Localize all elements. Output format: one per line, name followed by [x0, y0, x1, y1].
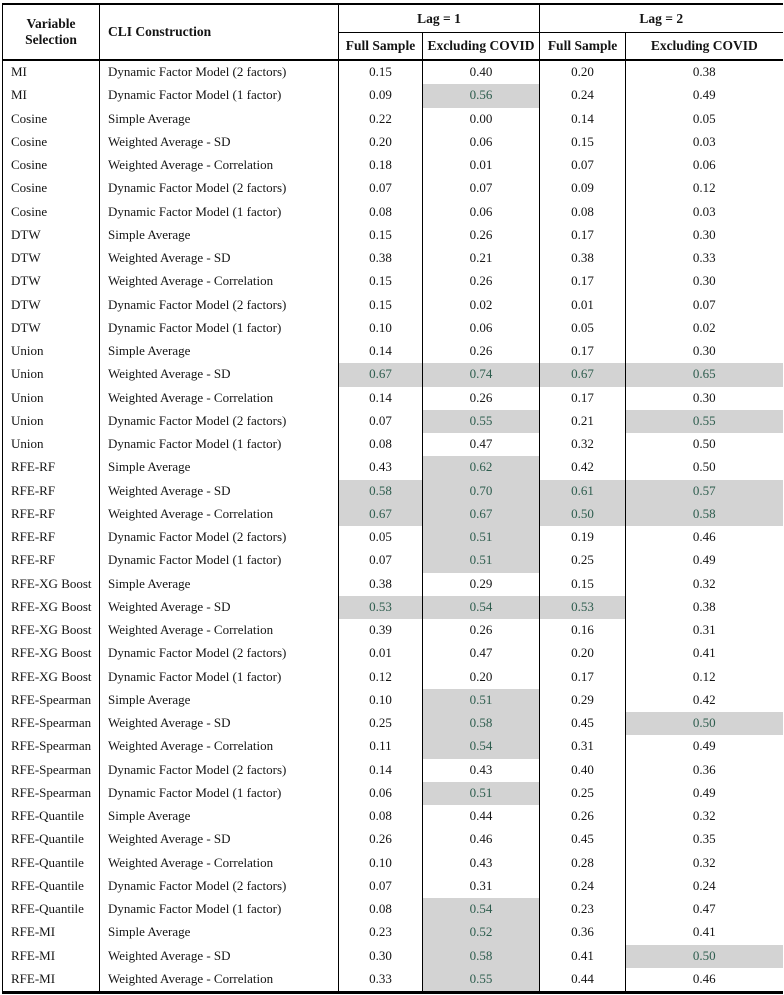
cli-construction-cell: Dynamic Factor Model (1 factor) [100, 84, 339, 107]
value-cell: 0.01 [339, 642, 423, 665]
value-cell: 0.46 [692, 529, 716, 545]
value-cell: 0.26 [423, 340, 540, 363]
variable-selection-cell: RFE-Spearman [3, 735, 100, 758]
table-row [3, 945, 783, 968]
value-cell: 0.20 [540, 642, 626, 665]
variable-selection-cell: Union [3, 387, 100, 410]
cli-construction-cell: Simple Average [100, 573, 339, 596]
cli-construction-cell: Dynamic Factor Model (2 factors) [100, 177, 339, 200]
header-excluding-covid-lag2: Excluding COVID [626, 33, 783, 61]
value-cell: 0.49 [692, 738, 716, 754]
value-cell: 0.08 [339, 898, 423, 921]
variable-selection-cell: DTW [3, 317, 100, 340]
cli-construction-cell: Simple Average [100, 689, 339, 712]
value-cell: 0.08 [339, 805, 423, 828]
value-cell: 0.15 [339, 224, 423, 247]
value-cell: 0.05 [540, 317, 626, 340]
value-cell-highlighted: 0.65 [626, 363, 783, 386]
value-cell: 0.23 [339, 921, 423, 944]
value-cell: 0.30 [692, 343, 716, 359]
table-row [3, 782, 783, 805]
value-cell: 0.18 [339, 154, 423, 177]
table-row [3, 921, 783, 944]
table-row [3, 84, 783, 107]
variable-selection-cell: Union [3, 410, 100, 433]
value-cell-highlighted: 0.56 [423, 84, 540, 107]
value-cell: 0.24 [540, 875, 626, 898]
table-row [3, 642, 783, 665]
value-cell: 0.26 [540, 805, 626, 828]
table-row [3, 712, 783, 735]
cli-construction-cell: Dynamic Factor Model (1 factor) [100, 201, 339, 224]
value-cell: 0.20 [540, 60, 626, 84]
value-cell-highlighted: 0.50 [626, 945, 783, 968]
value-cell: 0.06 [423, 201, 540, 224]
table-row [3, 317, 783, 340]
value-cell: 0.49 [692, 784, 716, 800]
value-cell: 0.30 [692, 226, 716, 242]
cli-construction-cell: Weighted Average - Correlation [100, 735, 339, 758]
value-cell: 0.12 [692, 668, 716, 684]
results-table [2, 3, 783, 994]
value-cell: 0.10 [339, 317, 423, 340]
variable-selection-cell: RFE-Spearman [3, 712, 100, 735]
value-cell: 0.19 [540, 526, 626, 549]
value-cell: 0.45 [540, 712, 626, 735]
variable-selection-cell: RFE-RF [3, 526, 100, 549]
table-row [3, 340, 783, 363]
cli-construction-cell: Dynamic Factor Model (2 factors) [100, 410, 339, 433]
table-row [3, 154, 783, 177]
value-cell-highlighted: 0.58 [626, 503, 783, 526]
variable-selection-cell: MI [3, 60, 100, 84]
table-row [3, 596, 783, 619]
value-cell: 0.08 [339, 433, 423, 456]
value-cell: 0.07 [540, 154, 626, 177]
value-cell: 0.11 [339, 735, 423, 758]
value-cell: 0.46 [423, 828, 540, 851]
value-cell: 0.41 [692, 645, 716, 661]
variable-selection-cell: Cosine [3, 108, 100, 131]
value-cell: 0.29 [540, 689, 626, 712]
variable-selection-cell: RFE-XG Boost [3, 666, 100, 689]
value-cell-highlighted: 0.54 [423, 735, 540, 758]
header-lag-1: Lag = 1 [339, 4, 540, 33]
cli-construction-cell: Simple Average [100, 108, 339, 131]
cli-construction-cell: Weighted Average - SD [100, 363, 339, 386]
value-cell: 0.26 [423, 387, 540, 410]
value-cell-highlighted: 0.51 [423, 689, 540, 712]
value-cell: 0.26 [423, 270, 540, 293]
table-row [3, 131, 783, 154]
value-cell: 0.03 [692, 133, 716, 149]
variable-selection-cell: DTW [3, 224, 100, 247]
variable-selection-cell: RFE-Spearman [3, 689, 100, 712]
variable-selection-cell: DTW [3, 247, 100, 270]
table-row [3, 294, 783, 317]
cli-construction-cell: Weighted Average - Correlation [100, 619, 339, 642]
value-cell: 0.01 [423, 154, 540, 177]
value-cell: 0.35 [692, 831, 716, 847]
value-cell-highlighted: 0.53 [540, 596, 626, 619]
value-cell-highlighted: 0.50 [626, 712, 783, 735]
value-cell: 0.23 [540, 898, 626, 921]
value-cell: 0.05 [692, 110, 716, 126]
value-cell-highlighted: 0.50 [540, 503, 626, 526]
value-cell: 0.02 [423, 294, 540, 317]
cli-construction-cell: Dynamic Factor Model (2 factors) [100, 294, 339, 317]
value-cell: 0.06 [692, 157, 716, 173]
value-cell: 0.28 [540, 852, 626, 875]
table-row [3, 177, 783, 200]
value-cell: 0.40 [423, 60, 540, 84]
value-cell: 0.33 [339, 968, 423, 993]
value-cell: 0.30 [692, 273, 716, 289]
value-cell: 0.44 [540, 968, 626, 993]
value-cell: 0.26 [423, 619, 540, 642]
variable-selection-cell: RFE-XG Boost [3, 642, 100, 665]
value-cell: 0.20 [423, 666, 540, 689]
cli-construction-cell: Weighted Average - SD [100, 712, 339, 735]
table-row [3, 201, 783, 224]
cli-construction-cell: Weighted Average - SD [100, 596, 339, 619]
value-cell: 0.26 [423, 224, 540, 247]
table-row [3, 875, 783, 898]
cli-construction-cell: Weighted Average - Correlation [100, 387, 339, 410]
value-cell: 0.39 [339, 619, 423, 642]
table-row [3, 224, 783, 247]
value-cell: 0.30 [692, 389, 716, 405]
table-row [3, 526, 783, 549]
value-cell: 0.06 [423, 317, 540, 340]
cli-construction-cell: Simple Average [100, 805, 339, 828]
table-row [3, 619, 783, 642]
table-row [3, 805, 783, 828]
value-cell-highlighted: 0.51 [423, 782, 540, 805]
value-cell: 0.24 [692, 877, 716, 893]
table-row [3, 689, 783, 712]
value-cell: 0.07 [339, 875, 423, 898]
value-cell-highlighted: 0.67 [423, 503, 540, 526]
table-row [3, 456, 783, 479]
variable-selection-cell: RFE-MI [3, 945, 100, 968]
value-cell-highlighted: 0.74 [423, 363, 540, 386]
value-cell: 0.03 [692, 203, 716, 219]
value-cell: 0.16 [540, 619, 626, 642]
value-cell-highlighted: 0.58 [339, 480, 423, 503]
value-cell-highlighted: 0.58 [423, 945, 540, 968]
variable-selection-cell: Union [3, 433, 100, 456]
value-cell: 0.42 [540, 456, 626, 479]
value-cell: 0.00 [423, 108, 540, 131]
value-cell: 0.36 [540, 921, 626, 944]
value-cell: 0.43 [423, 852, 540, 875]
value-cell: 0.17 [540, 666, 626, 689]
value-cell: 0.32 [540, 433, 626, 456]
value-cell: 0.31 [423, 875, 540, 898]
value-cell: 0.08 [339, 201, 423, 224]
value-cell: 0.01 [540, 294, 626, 317]
value-cell: 0.47 [423, 433, 540, 456]
table-row [3, 968, 783, 993]
cli-construction-cell: Dynamic Factor Model (2 factors) [100, 642, 339, 665]
value-cell: 0.24 [540, 84, 626, 107]
value-cell: 0.26 [339, 828, 423, 851]
value-cell-highlighted: 0.51 [423, 526, 540, 549]
value-cell-highlighted: 0.51 [423, 549, 540, 572]
cli-construction-cell: Weighted Average - SD [100, 131, 339, 154]
variable-selection-cell: RFE-Quantile [3, 805, 100, 828]
value-cell: 0.30 [339, 945, 423, 968]
table-body [3, 60, 783, 993]
value-cell-highlighted: 0.53 [339, 596, 423, 619]
table-row [3, 666, 783, 689]
cli-construction-cell: Weighted Average - Correlation [100, 154, 339, 177]
value-cell-highlighted: 0.52 [423, 921, 540, 944]
variable-selection-cell: RFE-MI [3, 968, 100, 993]
value-cell-highlighted: 0.57 [626, 480, 783, 503]
cli-construction-cell: Simple Average [100, 224, 339, 247]
value-cell: 0.05 [339, 526, 423, 549]
variable-selection-cell: Union [3, 340, 100, 363]
variable-selection-cell: RFE-Quantile [3, 875, 100, 898]
variable-selection-cell: RFE-Quantile [3, 828, 100, 851]
value-cell: 0.32 [692, 575, 716, 591]
cli-construction-cell: Weighted Average - SD [100, 247, 339, 270]
header-excluding-covid-lag1: Excluding COVID [423, 33, 540, 61]
value-cell: 0.38 [540, 247, 626, 270]
table-row [3, 898, 783, 921]
value-cell: 0.41 [692, 924, 716, 940]
value-cell: 0.07 [692, 296, 716, 312]
cli-construction-cell: Dynamic Factor Model (2 factors) [100, 875, 339, 898]
value-cell-highlighted: 0.58 [423, 712, 540, 735]
value-cell-highlighted: 0.70 [423, 480, 540, 503]
variable-selection-cell: DTW [3, 270, 100, 293]
value-cell: 0.17 [540, 340, 626, 363]
table-row [3, 270, 783, 293]
value-cell: 0.07 [339, 410, 423, 433]
variable-selection-cell: Cosine [3, 201, 100, 224]
value-cell: 0.12 [339, 666, 423, 689]
value-cell: 0.38 [692, 64, 716, 80]
value-cell: 0.21 [423, 247, 540, 270]
value-cell: 0.25 [339, 712, 423, 735]
cli-construction-cell: Weighted Average - Correlation [100, 503, 339, 526]
value-cell: 0.09 [540, 177, 626, 200]
value-cell: 0.10 [339, 852, 423, 875]
value-cell: 0.07 [423, 177, 540, 200]
header-full-sample-lag2: Full Sample [540, 33, 626, 61]
table-row [3, 363, 783, 386]
table-row [3, 480, 783, 503]
table-row [3, 433, 783, 456]
variable-selection-cell: RFE-RF [3, 480, 100, 503]
value-cell: 0.32 [692, 808, 716, 824]
cli-construction-cell: Weighted Average - SD [100, 828, 339, 851]
header-lag-2: Lag = 2 [540, 4, 783, 33]
cli-construction-cell: Weighted Average - Correlation [100, 270, 339, 293]
value-cell: 0.08 [540, 201, 626, 224]
cli-construction-cell: Weighted Average - Correlation [100, 852, 339, 875]
value-cell: 0.40 [540, 759, 626, 782]
value-cell: 0.25 [540, 549, 626, 572]
table-row [3, 852, 783, 875]
variable-selection-cell: RFE-Spearman [3, 782, 100, 805]
value-cell: 0.41 [540, 945, 626, 968]
value-cell: 0.38 [339, 247, 423, 270]
variable-selection-cell: MI [3, 84, 100, 107]
value-cell: 0.17 [540, 224, 626, 247]
value-cell-highlighted: 0.54 [423, 596, 540, 619]
variable-selection-cell: RFE-Spearman [3, 759, 100, 782]
value-cell: 0.45 [540, 828, 626, 851]
table-row [3, 828, 783, 851]
variable-selection-cell: RFE-XG Boost [3, 573, 100, 596]
variable-selection-cell: RFE-Quantile [3, 898, 100, 921]
value-cell: 0.21 [540, 410, 626, 433]
value-cell: 0.10 [339, 689, 423, 712]
value-cell-highlighted: 0.67 [540, 363, 626, 386]
table-row [3, 759, 783, 782]
value-cell-highlighted: 0.55 [423, 410, 540, 433]
cli-construction-cell: Dynamic Factor Model (1 factor) [100, 782, 339, 805]
value-cell: 0.06 [339, 782, 423, 805]
value-cell: 0.15 [540, 573, 626, 596]
value-cell-highlighted: 0.55 [423, 968, 540, 993]
header-cli-construction: CLI Construction [100, 4, 339, 60]
cli-construction-cell: Dynamic Factor Model (1 factor) [100, 317, 339, 340]
value-cell: 0.46 [692, 970, 716, 986]
value-cell: 0.15 [339, 270, 423, 293]
value-cell: 0.49 [692, 87, 716, 103]
variable-selection-cell: RFE-XG Boost [3, 619, 100, 642]
value-cell: 0.50 [692, 436, 716, 452]
value-cell: 0.29 [423, 573, 540, 596]
variable-selection-cell: Cosine [3, 154, 100, 177]
value-cell: 0.38 [692, 598, 716, 614]
table-row [3, 573, 783, 596]
table-row [3, 549, 783, 572]
value-cell: 0.43 [339, 456, 423, 479]
variable-selection-cell: RFE-RF [3, 503, 100, 526]
value-cell: 0.15 [339, 294, 423, 317]
cli-construction-cell: Dynamic Factor Model (1 factor) [100, 433, 339, 456]
value-cell: 0.14 [339, 759, 423, 782]
value-cell: 0.15 [540, 131, 626, 154]
value-cell: 0.17 [540, 387, 626, 410]
cli-construction-cell: Simple Average [100, 456, 339, 479]
table-row [3, 735, 783, 758]
value-cell-highlighted: 0.67 [339, 363, 423, 386]
value-cell: 0.42 [692, 691, 716, 707]
cli-construction-cell: Dynamic Factor Model (1 factor) [100, 898, 339, 921]
value-cell: 0.17 [540, 270, 626, 293]
table-row [3, 60, 783, 84]
cli-construction-cell: Dynamic Factor Model (2 factors) [100, 60, 339, 84]
value-cell-highlighted: 0.55 [626, 410, 783, 433]
value-cell: 0.25 [540, 782, 626, 805]
header-full-sample-lag1: Full Sample [339, 33, 423, 61]
cli-construction-cell: Weighted Average - SD [100, 945, 339, 968]
value-cell: 0.07 [339, 549, 423, 572]
cli-construction-cell: Dynamic Factor Model (2 factors) [100, 526, 339, 549]
cli-construction-cell: Dynamic Factor Model (1 factor) [100, 666, 339, 689]
value-cell: 0.49 [692, 552, 716, 568]
variable-selection-cell: Cosine [3, 177, 100, 200]
variable-selection-cell: RFE-RF [3, 456, 100, 479]
value-cell: 0.07 [339, 177, 423, 200]
value-cell: 0.33 [692, 250, 716, 266]
value-cell: 0.31 [692, 622, 716, 638]
value-cell-highlighted: 0.61 [540, 480, 626, 503]
table-row [3, 247, 783, 270]
cli-construction-cell: Dynamic Factor Model (2 factors) [100, 759, 339, 782]
cli-construction-cell: Weighted Average - SD [100, 480, 339, 503]
value-cell: 0.50 [692, 459, 716, 475]
value-cell: 0.15 [339, 60, 423, 84]
value-cell-highlighted: 0.67 [339, 503, 423, 526]
value-cell: 0.31 [540, 735, 626, 758]
value-cell: 0.14 [339, 387, 423, 410]
value-cell: 0.22 [339, 108, 423, 131]
variable-selection-cell: Cosine [3, 131, 100, 154]
value-cell: 0.12 [692, 180, 716, 196]
value-cell: 0.47 [423, 642, 540, 665]
variable-selection-cell: RFE-XG Boost [3, 596, 100, 619]
table-row [3, 503, 783, 526]
cli-construction-cell: Simple Average [100, 921, 339, 944]
value-cell: 0.44 [423, 805, 540, 828]
table-header [3, 4, 783, 60]
value-cell: 0.43 [423, 759, 540, 782]
table-row [3, 410, 783, 433]
value-cell: 0.38 [339, 573, 423, 596]
table-row [3, 108, 783, 131]
variable-selection-cell: Union [3, 363, 100, 386]
value-cell: 0.02 [692, 319, 716, 335]
variable-selection-cell: RFE-MI [3, 921, 100, 944]
variable-selection-cell: RFE-Quantile [3, 852, 100, 875]
value-cell-highlighted: 0.54 [423, 898, 540, 921]
cli-construction-cell: Dynamic Factor Model (1 factor) [100, 549, 339, 572]
value-cell: 0.09 [339, 84, 423, 107]
cli-construction-cell: Weighted Average - Correlation [100, 968, 339, 993]
value-cell: 0.32 [692, 854, 716, 870]
variable-selection-cell: DTW [3, 294, 100, 317]
value-cell: 0.47 [692, 901, 716, 917]
value-cell: 0.14 [339, 340, 423, 363]
table-row [3, 387, 783, 410]
value-cell: 0.36 [692, 761, 716, 777]
value-cell-highlighted: 0.62 [423, 456, 540, 479]
value-cell: 0.20 [339, 131, 423, 154]
value-cell: 0.14 [540, 108, 626, 131]
header-variable-selection: Variable Selection [3, 4, 100, 60]
cli-construction-cell: Simple Average [100, 340, 339, 363]
variable-selection-cell: RFE-RF [3, 549, 100, 572]
value-cell: 0.06 [423, 131, 540, 154]
